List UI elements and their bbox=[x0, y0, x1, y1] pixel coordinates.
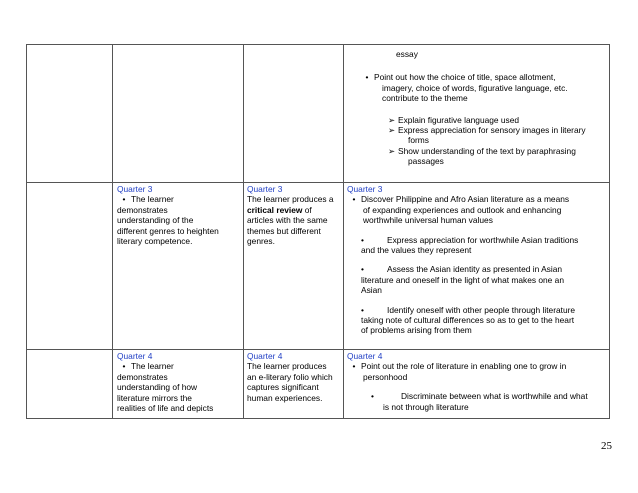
bullet-icon: • bbox=[361, 304, 364, 315]
text-line: understanding of the bbox=[117, 215, 194, 226]
row2-performance-standard-cell bbox=[247, 184, 341, 246]
text-line: literary competence. bbox=[117, 236, 193, 247]
bullet-identify-line1: • Identify oneself with other people through literature bbox=[361, 304, 576, 315]
table-bottom-border bbox=[26, 418, 610, 419]
bullet-icon: • bbox=[122, 361, 126, 372]
row3-competencies-cell bbox=[347, 351, 607, 412]
text-line: articles with the same bbox=[247, 215, 328, 226]
table-top-border bbox=[26, 44, 610, 45]
row-divider-1 bbox=[26, 182, 610, 183]
row3-content-standard-cell bbox=[117, 351, 241, 413]
text-line: an e-literary folio which bbox=[247, 371, 333, 382]
table-right-border bbox=[609, 44, 610, 419]
column-divider-2 bbox=[243, 44, 244, 419]
text-line: literature and oneself in the light of what makes one an bbox=[361, 274, 564, 285]
text-line: Asian bbox=[361, 285, 382, 296]
quarter-label: Quarter 4 bbox=[247, 351, 283, 361]
bullet-discriminate-line1: • Discriminate between what is worthwhile and what bbox=[371, 391, 588, 402]
text-line: understanding of how bbox=[117, 382, 198, 393]
subitem-paraphrasing-line1: ➢ Show understanding of the text by paraphrasing bbox=[388, 145, 576, 156]
critical-review-line: critical review of bbox=[247, 204, 312, 215]
text-line: worthwhile universal human values bbox=[363, 215, 493, 226]
arrow-bullet-icon: ➢ bbox=[388, 114, 396, 125]
text-line: demonstrates bbox=[117, 371, 168, 382]
table-left-border bbox=[26, 44, 27, 419]
bold-term: critical review bbox=[247, 204, 303, 215]
bullet-icon: • bbox=[352, 361, 356, 372]
quarter-label: Quarter 3 bbox=[247, 184, 283, 194]
bullet-icon: • bbox=[371, 391, 374, 402]
text-line: personhood bbox=[363, 371, 408, 382]
bullet-express-line1: • Express appreciation for worthwhile Asian traditions bbox=[361, 234, 579, 245]
subitem-paraphrasing-line2: passages bbox=[408, 156, 444, 167]
row1-competencies-cell bbox=[360, 49, 605, 167]
text-line: captures significant bbox=[247, 382, 319, 393]
essay-line: essay bbox=[396, 49, 418, 59]
text-line: themes but different bbox=[247, 225, 321, 236]
text-line: of expanding experiences and outlook and enhancing bbox=[363, 204, 562, 215]
text-line: realities of life and depicts bbox=[117, 403, 214, 414]
bullet-icon: • bbox=[122, 194, 126, 205]
row2-content-standard-cell bbox=[117, 184, 241, 246]
bullet-learner-line: • The learner bbox=[117, 361, 241, 371]
bullet-icon: • bbox=[361, 234, 364, 245]
bullet-point-out-line3: contribute to the theme bbox=[382, 93, 468, 104]
subitem-figurative: ➢ Explain figurative language used bbox=[388, 114, 520, 125]
page-number: 25 bbox=[601, 440, 612, 452]
text-line: human experiences. bbox=[247, 392, 323, 403]
text-line: The learner produces bbox=[247, 361, 327, 372]
text-line: is not through literature bbox=[383, 401, 469, 412]
bullet-assess-line1: • Assess the Asian identity as presented in Asian bbox=[361, 264, 563, 275]
quarter-label: Quarter 4 bbox=[117, 351, 153, 361]
quarter-label: Quarter 3 bbox=[117, 184, 153, 194]
subitem-sensory-line2: forms bbox=[408, 135, 429, 146]
bullet-point-out-line1: • Point out how the choice of title, space allotment, bbox=[360, 72, 605, 82]
row-divider-2 bbox=[26, 349, 610, 350]
bullet-role-line1: • Point out the role of literature in enabling one to grow in bbox=[347, 361, 607, 371]
text-line: demonstrates bbox=[117, 204, 168, 215]
bullet-discover-line1: • Discover Philippine and Afro Asian literature as a means bbox=[347, 194, 607, 204]
row2-competencies-cell bbox=[347, 184, 607, 336]
text-line: different genres to heighten bbox=[117, 225, 219, 236]
bullet-icon: • bbox=[365, 72, 369, 83]
bullet-icon: • bbox=[352, 194, 356, 205]
row3-performance-standard-cell bbox=[247, 351, 341, 403]
bullet-icon: • bbox=[361, 264, 364, 275]
text-line: The learner produces a bbox=[247, 194, 334, 205]
quarter-label: Quarter 3 bbox=[347, 184, 383, 194]
bullet-point-out-line2: imagery, choice of words, figurative language, etc. bbox=[382, 82, 568, 93]
text-line: taking note of cultural differences so as to get to the heart bbox=[361, 315, 575, 326]
text-line: of problems arising from them bbox=[361, 325, 472, 336]
text-line: and the values they represent bbox=[361, 245, 472, 256]
column-divider-1 bbox=[112, 44, 113, 419]
arrow-bullet-icon: ➢ bbox=[388, 125, 396, 136]
text-line: genres. bbox=[247, 236, 275, 247]
bullet-learner-line: • The learner bbox=[117, 194, 241, 204]
quarter-label: Quarter 4 bbox=[347, 351, 383, 361]
arrow-bullet-icon: ➢ bbox=[388, 145, 396, 156]
column-divider-3 bbox=[343, 44, 344, 419]
subitem-sensory-line1: ➢ Express appreciation for sensory images in literary bbox=[388, 125, 586, 136]
text-line: literature mirrors the bbox=[117, 392, 192, 403]
